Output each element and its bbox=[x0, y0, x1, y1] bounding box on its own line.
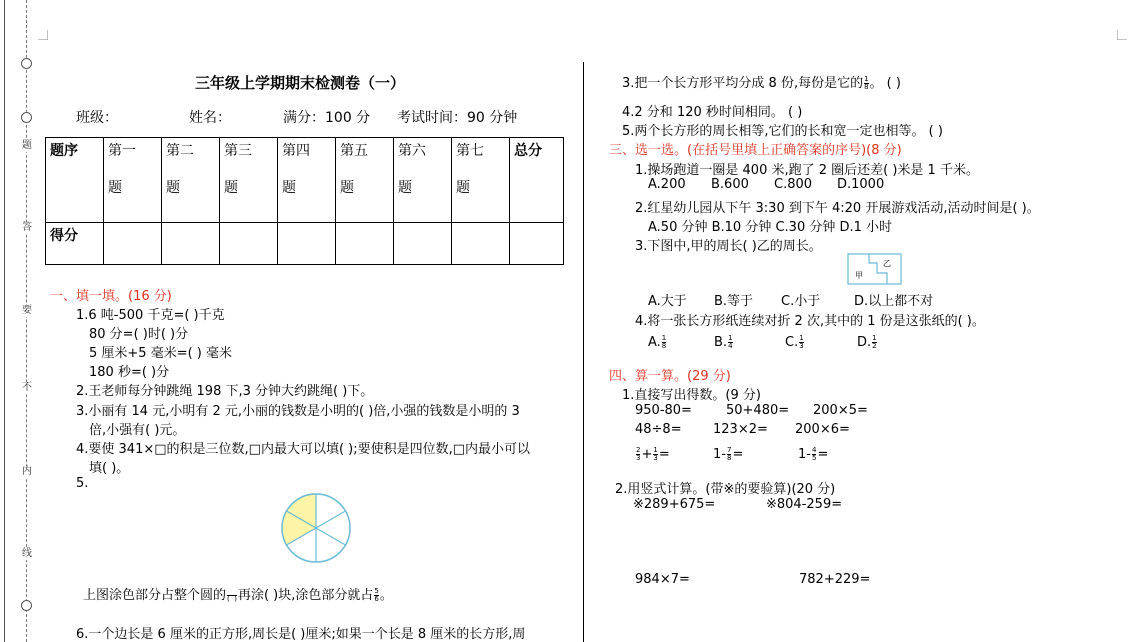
question-1-1c: 5 厘米+5 毫米=( ) 毫米 bbox=[89, 346, 233, 361]
question-1-4b: 填( )。 bbox=[89, 461, 130, 476]
question-1-5: 5. bbox=[76, 476, 89, 491]
shaded-circle-figure bbox=[280, 492, 352, 564]
calc-item bbox=[635, 447, 670, 462]
numerator: 1 bbox=[799, 334, 804, 342]
option-label: D. bbox=[857, 335, 872, 350]
numerator: 2 bbox=[636, 446, 641, 454]
denominator: 3 bbox=[653, 454, 658, 462]
option-d bbox=[857, 335, 878, 350]
item-label: 第二 bbox=[166, 143, 194, 159]
calc-item: 200×6= bbox=[795, 422, 850, 437]
denominator: 3 bbox=[799, 342, 804, 350]
question-text: 上图涂色部分占整个圆的 bbox=[83, 588, 227, 603]
option-c: C.800 bbox=[774, 177, 813, 192]
option-a bbox=[648, 335, 667, 350]
exam-title: 三年级上学期期末检测卷（一） bbox=[195, 74, 406, 92]
item-label: 第一 bbox=[108, 143, 136, 159]
option-c bbox=[785, 335, 805, 350]
binding-char: 不 bbox=[22, 382, 32, 393]
question-1-1: 1.6 吨-500 千克=( )千克 bbox=[76, 308, 225, 323]
question-2-3 bbox=[622, 72, 901, 91]
item-label: 第四 bbox=[282, 143, 310, 159]
calc-item: 50+480= bbox=[726, 403, 790, 418]
numerator: 1 bbox=[728, 334, 733, 342]
score-row-header: 得分 bbox=[46, 223, 104, 265]
item-cell bbox=[162, 138, 220, 223]
binding-margin bbox=[0, 0, 40, 642]
blank-fraction[interactable]: ( ) bbox=[227, 588, 237, 603]
numerator: 1 bbox=[864, 75, 869, 83]
equals: = bbox=[732, 447, 744, 462]
score-input-cell[interactable] bbox=[162, 223, 220, 265]
score-table bbox=[45, 137, 564, 265]
binding-char: 线 bbox=[22, 548, 32, 559]
item-label: 题 bbox=[166, 180, 180, 196]
denominator: 5 bbox=[811, 454, 817, 462]
option-c: C.小于 bbox=[781, 294, 821, 309]
equals: = bbox=[658, 447, 670, 462]
binding-hole-icon bbox=[21, 58, 32, 69]
item-label: 题 bbox=[398, 180, 412, 196]
question-3-4: 4.将一张长方形纸连续对折 2 次,其中的 1 份是这张纸的( )。 bbox=[635, 314, 985, 329]
question-1-5-text: 上图涂色部分占整个圆的 ( ) 再涂( )块,涂色部分就占 $\frac{5}{6}$ 。 bbox=[83, 587, 393, 603]
fraction bbox=[864, 76, 868, 91]
corner-mark-icon bbox=[38, 30, 48, 40]
score-input-cell[interactable] bbox=[278, 223, 336, 265]
question-3-2: 2.红星幼儿园从下午 3:30 到下午 4:20 开展游戏活动,活动时间是( )。 bbox=[635, 201, 1040, 216]
denominator: 8 bbox=[864, 83, 869, 91]
numerator: 7 bbox=[726, 446, 732, 454]
question-2-5: 5.两个长方形的周长相等,它们的长和宽一定也相等。 ( ) bbox=[622, 124, 943, 139]
numerator: 4 bbox=[811, 446, 817, 454]
section-3-title: 三、选一选。(在括号里填上正确答案的序号)(8 分) bbox=[609, 143, 902, 158]
item-cell bbox=[336, 138, 394, 223]
question-1-3: 3.小丽有 14 元,小明有 2 元,小丽的钱数是小明的( )倍,小强的钱数是小明的 3 bbox=[76, 404, 520, 419]
denominator: 6 bbox=[374, 595, 379, 603]
item-label: 第五 bbox=[340, 143, 368, 159]
class-label: 班级： bbox=[76, 110, 118, 126]
option-d: D.1000 bbox=[837, 177, 885, 192]
option-label: C. bbox=[785, 335, 799, 350]
question-1-1b: 80 分=( )时( )分 bbox=[89, 327, 189, 342]
total-cell: 总分 bbox=[510, 138, 564, 223]
name-label: 姓名： bbox=[189, 110, 231, 126]
calc-item bbox=[798, 447, 828, 462]
option-a: A.200 bbox=[648, 177, 686, 192]
option-d: D.以上都不对 bbox=[854, 294, 934, 309]
binding-dashed-line bbox=[26, 0, 27, 642]
question-3-1: 1.操场跑道一圈是 400 米,跑了 2 圈后还差( )米是 1 千米。 bbox=[635, 163, 979, 178]
calc-item: 123×2= bbox=[713, 422, 768, 437]
score-input-cell[interactable] bbox=[104, 223, 162, 265]
question-text: 3.把一个长方形平均分成 8 份,每份是它的 bbox=[622, 76, 864, 91]
column-divider bbox=[583, 62, 584, 642]
vertical-calc-item: ※804-259= bbox=[766, 497, 843, 512]
item-cell bbox=[278, 138, 336, 223]
denominator: 2 bbox=[872, 342, 877, 350]
numerator: 5 bbox=[374, 587, 379, 595]
section-1-title: 一、填一填。(16 分) bbox=[50, 289, 172, 304]
option-b bbox=[714, 335, 734, 350]
item-label: 题 bbox=[108, 180, 122, 196]
denominator: 8 bbox=[726, 454, 732, 462]
binding-hole-icon bbox=[21, 600, 32, 611]
numerator: 1 bbox=[872, 334, 877, 342]
calc-item: 200×5= bbox=[813, 403, 868, 418]
corner-mark-icon bbox=[1117, 30, 1127, 40]
denominator: 4 bbox=[728, 342, 733, 350]
question-2-4: 4.2 分和 120 秒时间相同。 ( ) bbox=[622, 105, 803, 120]
calc-item bbox=[713, 447, 743, 462]
vertical-calc-item: 984×7= bbox=[635, 572, 690, 587]
denominator: 8 bbox=[661, 342, 667, 350]
jia-label: 甲 bbox=[855, 271, 863, 280]
question-text: 。 ( ) bbox=[869, 76, 901, 91]
question-1-2: 2.王老师每分钟跳绳 198 下,3 分钟大约跳绳( )下。 bbox=[76, 384, 374, 399]
item-cell bbox=[394, 138, 452, 223]
binding-char: 要 bbox=[22, 305, 32, 316]
item-cell bbox=[220, 138, 278, 223]
question-1-6: 6.一个边长是 6 厘米的正方形,周长是( )厘米;如果一个长是 8 厘米的长方形,周 bbox=[76, 627, 526, 642]
option-label: B. bbox=[714, 335, 728, 350]
fraction bbox=[374, 588, 378, 603]
score-table-header-row bbox=[46, 138, 564, 223]
option-a: A.大于 bbox=[648, 294, 687, 309]
score-input-cell[interactable] bbox=[452, 223, 510, 265]
denominator: 3 bbox=[636, 454, 641, 462]
calc-item: 950-80= bbox=[635, 403, 692, 418]
score-input-cell[interactable] bbox=[336, 223, 394, 265]
jia-yi-figure bbox=[847, 253, 902, 285]
score-input-cell[interactable] bbox=[394, 223, 452, 265]
item-label: 题 bbox=[282, 180, 296, 196]
binding-solid-line bbox=[4, 0, 5, 642]
question-1-3b: 倍,小强有( )元。 bbox=[89, 423, 186, 438]
item-label: 第六 bbox=[398, 143, 426, 159]
item-label: 题 bbox=[224, 180, 238, 196]
option-label: A. bbox=[648, 335, 661, 350]
option-b: B.600 bbox=[711, 177, 749, 192]
item-label: 第七 bbox=[456, 143, 484, 159]
operator: 1- bbox=[798, 447, 811, 462]
vertical-calc-item: 782+229= bbox=[799, 572, 871, 587]
binding-char: 内 bbox=[22, 466, 32, 477]
score-input-cell[interactable] bbox=[220, 223, 278, 265]
full-score-label: 满分：100 分 bbox=[283, 110, 371, 126]
item-label: 题 bbox=[456, 180, 470, 196]
equals: = bbox=[817, 447, 829, 462]
section-4-sub-1: 1.直接写出得数。(9 分) bbox=[622, 388, 761, 403]
yi-label: 乙 bbox=[883, 259, 891, 268]
binding-hole-icon bbox=[21, 112, 32, 123]
numerator: 1 bbox=[653, 446, 658, 454]
item-cell bbox=[452, 138, 510, 223]
question-1-4: 4.要使 341×□的积是三位数,□内最大可以填( );要使积是四位数,□内最小可以 bbox=[76, 442, 531, 457]
header-cell: 题序 bbox=[46, 138, 104, 223]
question-3-3: 3.下图中,甲的周长( )乙的周长。 bbox=[635, 239, 822, 254]
operator: 1- bbox=[713, 447, 726, 462]
score-input-cell[interactable] bbox=[510, 223, 564, 265]
item-label: 题 bbox=[340, 180, 354, 196]
question-1-1d: 180 秒=( )分 bbox=[89, 365, 170, 380]
vertical-calc-item: ※289+675= bbox=[633, 497, 716, 512]
calc-item: 48÷8= bbox=[635, 422, 682, 437]
operator: + bbox=[641, 447, 653, 462]
question-text: 再涂( )块,涂色部分就占 bbox=[237, 588, 374, 603]
section-4-sub-2: 2.用竖式计算。(带※的要验算)(20 分) bbox=[615, 482, 836, 497]
binding-char: 题 bbox=[22, 140, 32, 151]
option-b: B.等于 bbox=[714, 294, 754, 309]
score-table-score-row bbox=[46, 223, 564, 265]
binding-char: 答 bbox=[22, 222, 32, 233]
section-4-title: 四、算一算。(29 分) bbox=[609, 369, 731, 384]
item-label: 第三 bbox=[224, 143, 252, 159]
question-3-2-options: A.50 分钟 B.10 分钟 C.30 分钟 D.1 小时 bbox=[648, 220, 893, 235]
item-cell bbox=[104, 138, 162, 223]
exam-time-label: 考试时间：90 分钟 bbox=[397, 110, 518, 126]
numerator: 1 bbox=[661, 334, 667, 342]
